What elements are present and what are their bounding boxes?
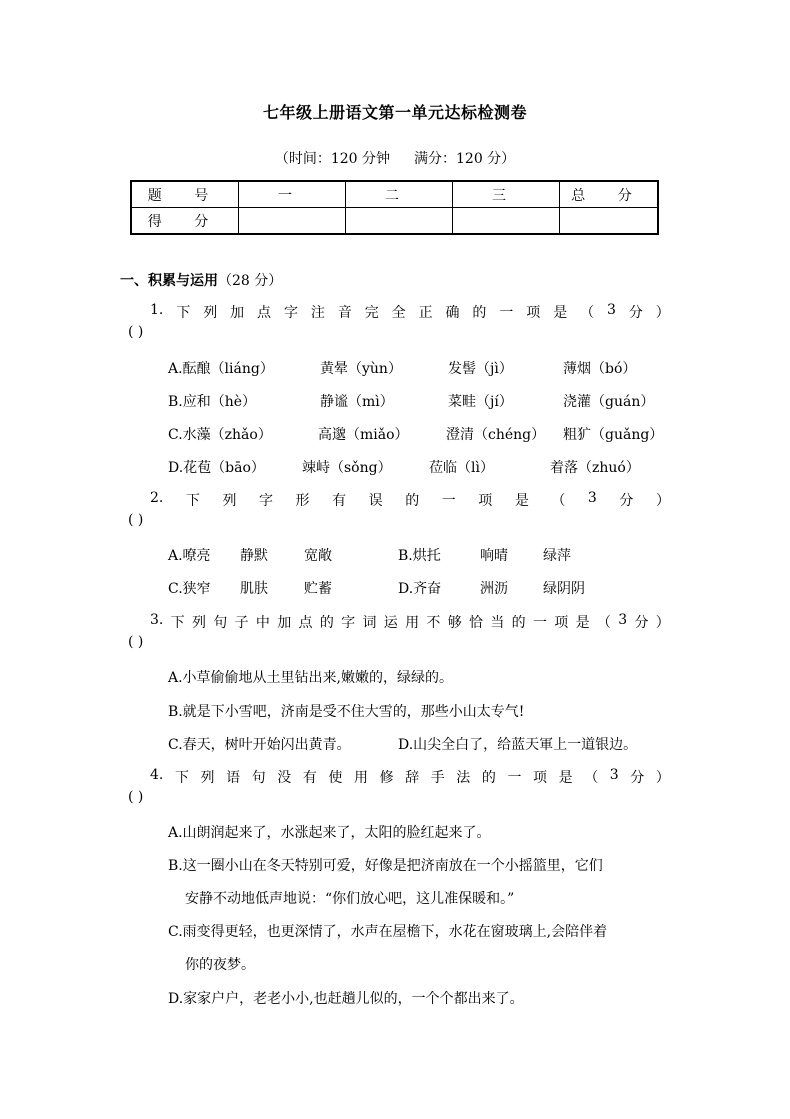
q-char: 一 <box>441 493 456 509</box>
q-char: 正 <box>418 305 433 321</box>
q-char: 的 <box>481 770 496 786</box>
score-table-cell: 得 分 <box>131 208 239 235</box>
option: B.应和（hè） <box>168 394 257 410</box>
time-info: （时间：120 分钟 <box>274 151 390 167</box>
q-char: 下 <box>174 770 189 786</box>
q-char: 下 <box>185 493 200 509</box>
option: 澄清（chéng） <box>446 427 546 443</box>
q-char: 分 <box>630 770 645 786</box>
q-char: 点 <box>257 305 272 321</box>
q-char: 误 <box>368 493 383 509</box>
q-char: （ <box>584 770 599 786</box>
q-char: 法 <box>456 770 471 786</box>
q-char: 是 <box>575 615 590 631</box>
answer-blank[interactable]: ( ) <box>128 512 144 528</box>
q-char: 列 <box>191 615 206 631</box>
score-input-cell[interactable] <box>239 208 346 235</box>
option: B.烘托 <box>398 548 441 564</box>
option: C.雨变得更轻，也更深情了，水声在屋檐下，水花在窗玻璃上,会陪伴着 <box>168 924 608 940</box>
q-char: 词 <box>362 615 377 631</box>
q-char: （ <box>580 305 595 321</box>
option: 菜畦（jí） <box>448 394 513 410</box>
q-char: 够 <box>447 615 462 631</box>
q-char: 一 <box>532 615 547 631</box>
score-table-header-row <box>131 181 658 208</box>
section-heading <box>120 270 282 290</box>
q-char: （ <box>551 493 566 509</box>
option: 静默 <box>240 548 268 564</box>
option: B.这一圈小山在冬天特别可爱，好像是把济南放在一个小摇篮里，它们 <box>168 858 603 874</box>
q-char: 分 <box>628 305 643 321</box>
option: 黄晕（yùn） <box>320 361 402 377</box>
q-char: 有 <box>302 770 317 786</box>
page-title: 七年级上册语文第一单元达标检测卷 <box>262 103 527 122</box>
section-points: （28 分） <box>218 273 283 289</box>
option: 竦峙（sǒng） <box>302 460 392 476</box>
q-char: 1. <box>150 302 164 318</box>
q-char: 字 <box>283 305 298 321</box>
q-char: 字 <box>259 493 273 509</box>
option-continuation: 安静不动地低声地说：“你们放心吧，这儿准保暖和。” <box>185 891 515 907</box>
option: B.就是下小雪吧，济南是受不住大雪的，那些小山太专气! <box>168 704 525 720</box>
q-char: 3 <box>607 302 616 318</box>
q-char: 3. <box>150 612 164 628</box>
q-char: 完 <box>364 305 379 321</box>
section-title: 一、积累与运用 <box>120 273 218 289</box>
option: 着落（zhuó） <box>550 460 640 476</box>
option: A.小草偷偷地从土里钻出来,嫩嫩的，绿绿的。 <box>168 670 454 686</box>
score-table-cell: 三 <box>453 181 560 208</box>
q-char: 句 <box>251 770 266 786</box>
option: D.山尖全白了，给蓝天軍上一道银边。 <box>398 737 638 753</box>
q-char: 的 <box>405 493 420 509</box>
option: 绿阴阴 <box>543 581 585 597</box>
q-char: 加 <box>230 305 245 321</box>
exam-info <box>0 148 790 168</box>
q-char: 注 <box>310 305 325 321</box>
q-char: 3 <box>618 612 628 628</box>
q-char: 是 <box>558 770 573 786</box>
q-char: 的 <box>472 305 487 321</box>
answer-blank[interactable]: ( ) <box>128 324 144 340</box>
score-table-cell: 二 <box>346 181 453 208</box>
q-char: 字 <box>341 615 356 631</box>
option: D.家家户户，老老小小,也赶趟儿似的，一个个都出来了。 <box>168 991 524 1007</box>
q-char: 有 <box>332 493 347 509</box>
q-char: 确 <box>445 305 460 321</box>
option: A.酝酿（liáng） <box>168 361 274 377</box>
q-char: 手 <box>430 770 445 786</box>
q-char: 的 <box>319 615 334 631</box>
q-char: 列 <box>222 493 237 509</box>
q-char: 一 <box>499 305 514 321</box>
option: 静谧（mì） <box>320 394 394 410</box>
option: A.山朗润起来了，水涨起来了，太阳的脸红起来了。 <box>168 825 491 841</box>
option: 洲沥 <box>480 581 508 597</box>
q-char: 项 <box>533 770 548 786</box>
q-char: 中 <box>255 615 270 631</box>
question-3-stem <box>150 612 670 632</box>
score-table-score-row <box>131 208 658 235</box>
q-char: 用 <box>405 615 420 631</box>
q-char: 辞 <box>405 770 420 786</box>
question-2-stem <box>150 490 670 510</box>
q-char: 列 <box>200 770 215 786</box>
score-info: 满分：120 分） <box>414 151 516 167</box>
q-char: 语 <box>226 770 241 786</box>
q-char: ） <box>655 770 670 786</box>
q-char: ） <box>655 615 670 631</box>
q-char: 用 <box>353 770 368 786</box>
q-char: ） <box>655 305 670 321</box>
option: 绿萍 <box>543 548 571 564</box>
score-input-cell[interactable] <box>346 208 453 235</box>
q-char: 4. <box>150 767 164 783</box>
answer-blank[interactable]: ( ) <box>128 634 144 650</box>
q-char: 形 <box>295 493 310 509</box>
option: C.水藻（zhǎo） <box>168 427 272 443</box>
q-char: 是 <box>514 493 529 509</box>
q-char: 修 <box>379 770 394 786</box>
option: 高邈（miǎo） <box>318 427 409 443</box>
option: 肌肤 <box>240 581 268 597</box>
q-char: 下 <box>170 615 185 631</box>
q-char: 下 <box>176 305 191 321</box>
q-char: 2. <box>150 490 164 506</box>
score-table <box>130 180 659 235</box>
q-char: 项 <box>478 493 493 509</box>
option: 发髻（jì） <box>448 361 513 377</box>
option: 莅临（lì） <box>429 460 494 476</box>
q-char: 恰 <box>469 615 484 631</box>
q-char: 项 <box>554 615 569 631</box>
q-char: 不 <box>426 615 441 631</box>
q-char: 音 <box>337 305 352 321</box>
score-table-cell: 题 号 <box>131 181 239 208</box>
q-char: 的 <box>511 615 526 631</box>
option: 响晴 <box>480 548 508 564</box>
option: C.狭窄 <box>168 581 211 597</box>
q-char: 没 <box>277 770 292 786</box>
question-4-stem <box>150 767 670 787</box>
score-table-cell: 总 分 <box>560 181 659 208</box>
q-char: ） <box>655 493 670 509</box>
answer-blank[interactable]: ( ) <box>128 789 144 805</box>
q-char: 列 <box>203 305 218 321</box>
q-char: 加 <box>277 615 292 631</box>
option: C.春天，树叶开始闪出黄青。 <box>168 737 351 753</box>
option-continuation: 你的夜梦。 <box>185 957 255 973</box>
q-char: 3 <box>609 767 619 783</box>
score-input-cell[interactable] <box>453 208 560 235</box>
q-char: 一 <box>507 770 522 786</box>
question-1-stem <box>150 302 670 322</box>
q-char: 当 <box>490 615 505 631</box>
q-char: （ <box>596 615 611 631</box>
q-char: 句 <box>213 615 228 631</box>
q-char: 是 <box>553 305 568 321</box>
option: 薄烟（bó） <box>563 361 637 377</box>
option: 宽敞 <box>304 548 332 564</box>
option: D.花苞（bāo） <box>168 460 265 476</box>
q-char: 项 <box>526 305 541 321</box>
q-char: 3 <box>587 490 597 506</box>
q-char: 子 <box>234 615 249 631</box>
option: D.齐奋 <box>398 581 442 597</box>
q-char: 使 <box>328 770 343 786</box>
option: 贮蓄 <box>304 581 332 597</box>
q-char: 分 <box>634 615 649 631</box>
option: 粗犷（guǎng） <box>563 427 664 443</box>
q-char: 运 <box>383 615 398 631</box>
option: 浇灌（guán） <box>563 394 655 410</box>
score-input-cell[interactable] <box>560 208 659 235</box>
option: A.嘹亮 <box>168 548 211 564</box>
q-char: 分 <box>619 493 634 509</box>
score-table-cell: 一 <box>239 181 346 208</box>
q-char: 全 <box>391 305 406 321</box>
q-char: 点 <box>298 615 313 631</box>
